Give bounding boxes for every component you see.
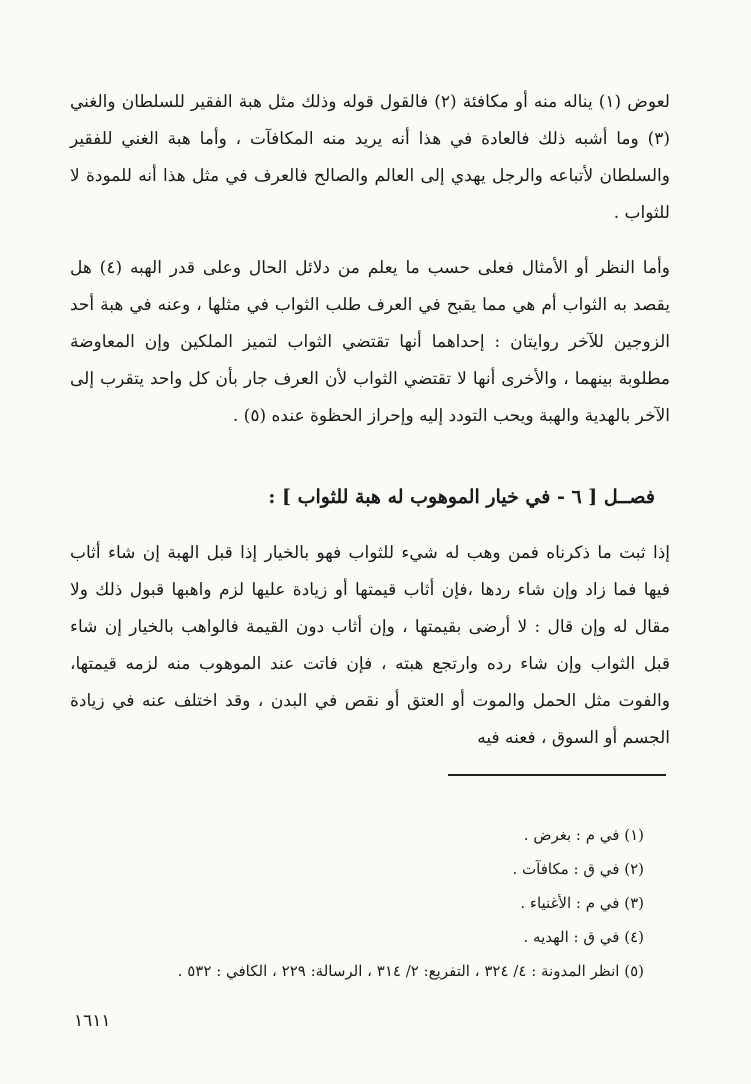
footnote: (٥) انظر المدونة : ٤/ ٣٢٤ ، التفريع: ٢/ ٣١٤ ، الرسالة: ٢٢٩ ، الكافي : ٥٣٢ .: [177, 962, 644, 980]
page-number: ١٦١١: [74, 1011, 111, 1031]
body-paragraph: وأما النظر أو الأمثال فعلى حسب ما يعلم من دلائل الحال وعلى قدر الهبه (٤) هل يقصد به الثواب أم هي مما يقبح في العرف طلب الثواب في مثلها ، وعنه في هبة أحد الزوجين للآخر روايتان : إحداهما أنها تقتضي الثواب لتميز الملكين وإن المعاوضة مطلوبة بينهما ، والأخرى أنها لا تقتضي الثواب لأن العرف جار بأن كل واحد يتقرب إلى الآخر بالهدية والهبة ويحب التودد إليه وإحراز الحظوة عنده (٥) .: [70, 258, 670, 426]
footnote: (٤) في ق : الهديه .: [523, 928, 644, 946]
footnote: (٢) في ق : مكافآت .: [512, 860, 644, 878]
footnote: (٣) في م : الأغنياء .: [520, 894, 644, 912]
footnotes: [70, 818, 644, 988]
body-paragraph: إذا ثبت ما ذكرناه فمن وهب له شيء للثواب فهو بالخيار إذا قبل الهبة إن شاء أثاب فيها فما زاد وإن شاء ردها ،فإن أثاب قيمتها أو زيادة عليها لزم واهبها قبول ذلك ولا مقال له وإن قال : لا أرضى بقيمتها ، وإن أثاب دون القيمة فالواهب بالخيار إن شاء قبل الثواب وإن شاء رده وارتجع هبته ، فإن فاتت عند الموهوب منه لزمه قيمتها، والفوت مثل الحمل والموت أو العتق أو نقص في البدن ، وقد اختلف عنه في زيادة الجسم أو السوق ، فعنه فيه: [70, 543, 670, 748]
footnote-divider: [448, 774, 666, 776]
body-paragraph: لعوض (١) يناله منه أو مكافئة (٢) فالقول قوله وذلك مثل هبة الفقير للسلطان والغني (٣) وما أشبه ذلك فالعادة في هذا أنه يريد منه المكافآت ، وأما هبة الغني للفقير والسلطان لأتباعه والرجل يهدي إلى العالم والصالح فالعرف في مثل هذا أنه للمودة لا للثواب .: [70, 92, 670, 223]
section-heading: فصــل [ ٦ - في خيار الموهوب له هبة للثواب ] :: [268, 486, 655, 508]
footnote: (١) في م : بغرض .: [523, 826, 644, 844]
